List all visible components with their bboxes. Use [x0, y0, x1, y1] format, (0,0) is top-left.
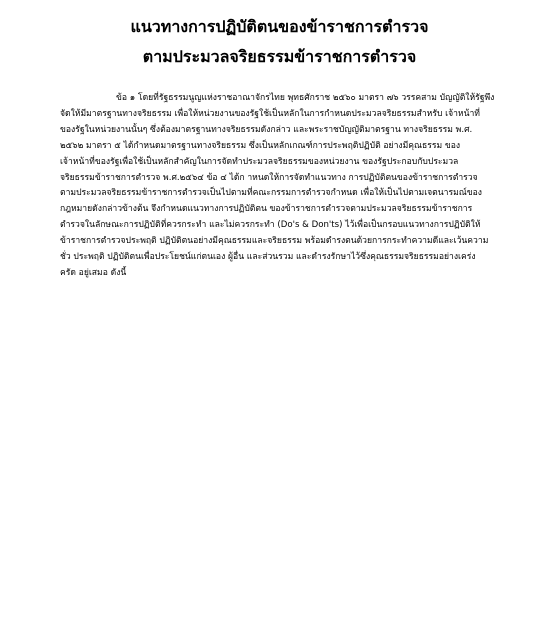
- paragraph-line: ๒๕๖๒ มาตรา ๕ ได้กำหนดมาตรฐานทางจริยธรรม ซึ่งเป็นหลักเกณฑ์การประพฤติปฏิบัติ อย่างมีคุณธรรม ของ: [60, 140, 461, 151]
- document-body-paragraph: [60, 91, 502, 282]
- paragraph-line: ครัด อยู่เสมอ ดังนี้: [60, 267, 127, 278]
- paragraph-line: เจ้าหน้าที่ของรัฐเพื่อใช้เป็นหลักสำคัญในการจัดทำประมวลจริยธรรมของหน่วยงาน ของรัฐประกอบกับประมวล: [60, 156, 459, 167]
- paragraph-line: ตามประมวลจริยธรรมข้าราชการตำรวจเป็นไปตามที่คณะกรรมการตำรวจกำหนด เพื่อให้เป็นไปตามเจตนารมณ์ของ: [60, 188, 482, 199]
- title-line-1: แนวทางการปฏิบัติตนของข้าราชการตำรวจ: [130, 17, 429, 36]
- paragraph-line: กฎหมายดังกล่าวข้างต้น จึงกำหนดแนวทางการปฏิบัติตน ของข้าราชการตำรวจตามประมวลจริยธรรมข้าราชการ: [60, 204, 473, 215]
- paragraph-line: ตำรวจในลักษณะการปฏิบัติที่ควรกระทำ และไม่ควรกระทำ (Do's & Don'ts) ไว้เพื่อเป็นกรอบแนวทางการปฏิบัติให้: [60, 220, 481, 231]
- document-title: [40, 12, 519, 72]
- paragraph-line: ข้าราชการตำรวจประพฤติ ปฏิบัติตนอย่างมีคุณธรรมและจริยธรรม พร้อมดำรงตนด้วยการกระทำความดีและเว้นความ: [60, 236, 489, 247]
- paragraph-line: จัดให้มีมาตรฐานทางจริยธรรม เพื่อให้หน่วยงานของรัฐใช้เป็นหลักในการกำหนดประมวลจริยธรรมสำหรับ เจ้าหน้าที่: [60, 108, 480, 119]
- paragraph-line: ของรัฐในหน่วยงานนั้นๆ ซึ่งต้องมาตรฐานทางจริยธรรมดังกล่าว และพระราชบัญญัติมาตรฐาน ทางจริยธรรม พ.ศ.: [60, 124, 473, 135]
- title-line-2: ตามประมวลจริยธรรมข้าราชการตำรวจ: [142, 47, 417, 66]
- paragraph-line: ข้อ ๑ โดยที่รัฐธรรมนูญแห่งราชอาณาจักรไทย พุทธศักราช ๒๕๖๐ มาตรา ๗๖ วรรคสาม บัญญัติให้รัฐพึง: [116, 93, 495, 103]
- paragraph-line: จริยธรรมข้าราชการตำรวจ พ.ศ.๒๕๖๔ ข้อ ๔ ได้ก าหนดให้การจัดทำแนวทาง การปฏิบัติตนของข้าราชการตำรวจ: [60, 172, 478, 183]
- paragraph-line: ชั่ว ประพฤติ ปฏิบัติตนเพื่อประโยชน์แก่ตนเอง ผู้อื่น และส่วนรวม และดำรงรักษาไว้ซึ่งคุณธรรมจริยธรรมอย่างเคร่ง: [60, 252, 476, 263]
